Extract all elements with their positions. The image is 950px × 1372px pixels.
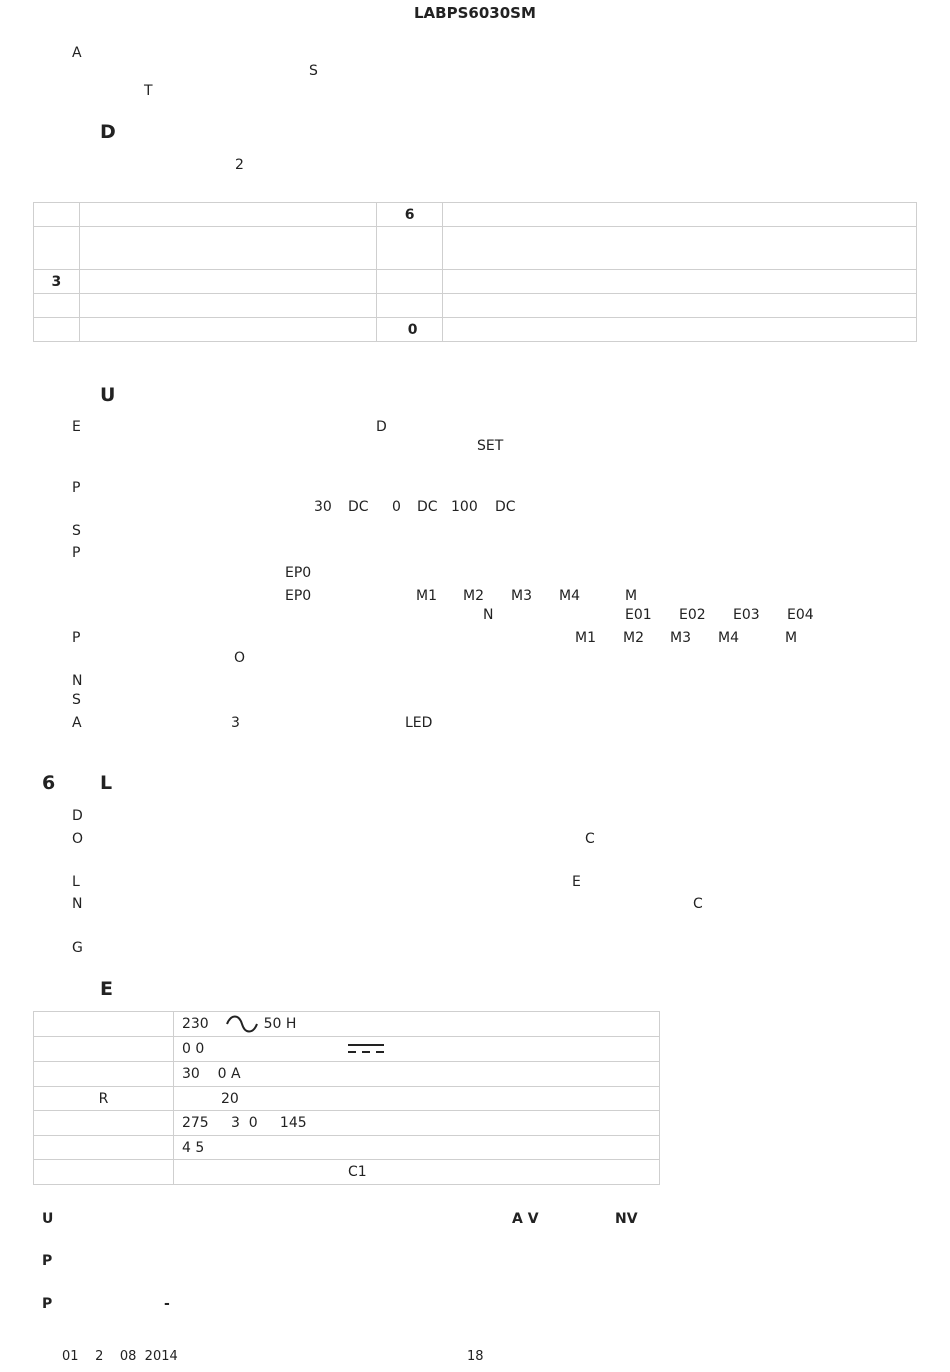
bottom-av: A V [512,1211,539,1227]
spec-value: 20 [173,1087,659,1111]
specifications-table [33,202,917,342]
spec-key [34,1037,174,1062]
table-cell [79,227,376,270]
bottom-nv: NV [615,1211,638,1227]
footer-page-number: 18 [467,1349,484,1364]
spec-value: 30 0 A [173,1062,659,1087]
sec6-l: L [72,874,80,890]
usage-p2-e02: E02 [679,607,706,623]
page-title: LABPS6030SM [414,4,536,22]
usage-p-dc2: DC [417,499,438,515]
usage-e-d: D [376,419,387,435]
usage-p-v1: 30 [314,499,332,515]
table-cell [34,203,80,227]
table-cell [34,227,80,270]
section-6-number: 6 [42,772,56,794]
bottom-p2: P [42,1296,53,1312]
usage-p3-label: P [72,630,81,646]
table-cell [79,203,376,227]
intro-t: T [144,83,153,99]
table-row [34,294,917,318]
intro-s: S [309,63,318,79]
table-cell [443,227,917,270]
table-cell [443,294,917,318]
spec-value-text: 230 [181,1016,209,1032]
spec-value [173,1037,659,1062]
usage-p-v2: 0 [392,499,401,515]
usage-a-led: LED [405,715,433,731]
sec6-g: G [72,940,83,956]
usage-s-label: S [72,523,81,539]
table-row [34,1087,660,1111]
usage-p3-o: O [234,650,246,666]
usage-p-dc1: DC [348,499,369,515]
dc-symbol-icon [347,1042,385,1056]
table-row [34,1062,660,1087]
table-cell [79,318,376,342]
sec6-l-e: E [572,874,581,890]
spec-value-frequency: 50 H [263,1016,297,1032]
usage-s2-label: S [72,692,81,708]
table-cell [34,294,80,318]
table-row [34,1136,660,1160]
usage-p-dc3: DC [495,499,516,515]
table-cell [376,294,443,318]
usage-e-set: SET [477,438,504,454]
sec6-d: D [72,808,83,824]
sec6-o-c: C [585,831,595,847]
table-cell [376,270,443,294]
usage-p3-m: M [785,630,798,646]
section-e-heading: E [100,978,113,1000]
table-row [34,227,917,270]
spec-value: 4 5 [173,1136,659,1160]
section-u-heading: U [100,384,116,406]
usage-a-num: 3 [231,715,240,731]
table-cell [79,270,376,294]
usage-p3-m3: M3 [670,630,691,646]
section-6-heading: L [100,772,113,794]
table-cell [443,318,917,342]
spec-value: 275 3 0 145 [173,1111,659,1136]
usage-p3-m1: M1 [575,630,596,646]
spec-key [34,1160,174,1185]
sec6-n: N [72,896,83,912]
table-cell [443,203,917,227]
usage-p2-e01: E01 [625,607,652,623]
spec-value-text: 0 0 [181,1041,205,1057]
table-cell [34,318,80,342]
usage-n-label: N [72,673,83,689]
table-row [34,318,917,342]
usage-a-label: A [72,715,82,731]
footer-date: 01 2 08 2014 [62,1349,178,1364]
table-row [34,203,917,227]
table-row [34,1160,660,1185]
technical-data-table [33,1011,660,1185]
spec-key [34,1136,174,1160]
table-cell: 6 [376,203,443,227]
usage-p2-e04: E04 [787,607,814,623]
usage-p2-ep0b: EP0 [285,588,312,604]
usage-p2-label: P [72,545,81,561]
spec-value: C1 [173,1160,659,1185]
table-row [34,1037,660,1062]
intro-a: A [72,45,82,61]
table-cell [443,270,917,294]
usage-p2-m: M [625,588,638,604]
table-row [34,1012,660,1037]
bottom-u: U [42,1211,54,1227]
bottom-p1: P [42,1253,53,1269]
table-cell [376,227,443,270]
bottom-dash: - [164,1296,170,1312]
table-cell: 0 [376,318,443,342]
spec-key: R [34,1087,174,1111]
usage-p2-m2: M2 [463,588,484,604]
table-cell [79,294,376,318]
table-row [34,1111,660,1136]
usage-p2-m4: M4 [559,588,580,604]
spec-key [34,1062,174,1087]
spec-key [34,1111,174,1136]
usage-p2-m1: M1 [416,588,437,604]
usage-p3-m4: M4 [718,630,739,646]
ac-wave-icon [225,1014,259,1034]
usage-p2-e03: E03 [733,607,760,623]
section-d-heading: D [100,121,116,143]
section-d-value: 2 [235,157,244,173]
usage-p2-m3: M3 [511,588,532,604]
table-cell: 3 [34,270,80,294]
sec6-n-c: C [693,896,703,912]
usage-p-label: P [72,480,81,496]
usage-p2-n: N [483,607,494,623]
usage-e-label: E [72,419,81,435]
usage-p3-m2: M2 [623,630,644,646]
usage-p-v3: 100 [451,499,478,515]
usage-p2-ep0a: EP0 [285,565,312,581]
table-row [34,270,917,294]
spec-value [173,1012,659,1037]
sec6-o: O [72,831,84,847]
spec-key [34,1012,174,1037]
